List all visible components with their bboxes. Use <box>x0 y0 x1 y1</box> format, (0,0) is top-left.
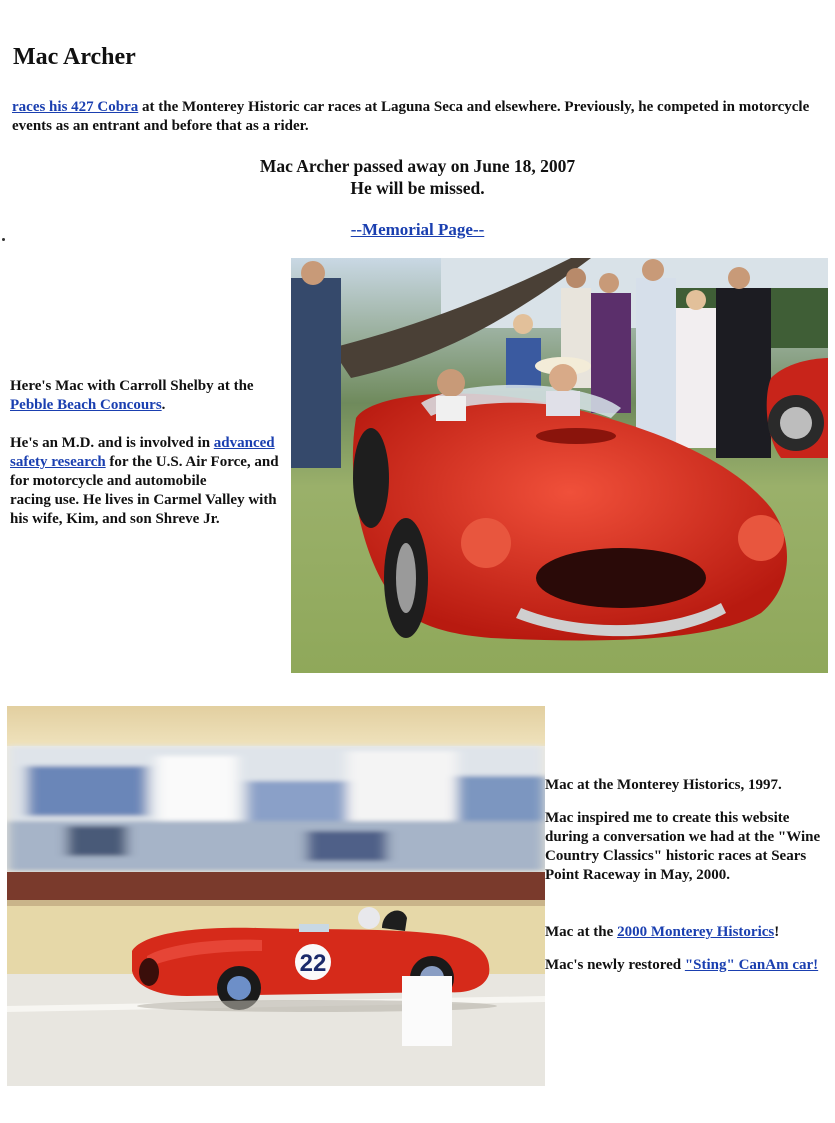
caption-racing-p2: Mac inspired me to create this website during a conversation we had at the "Wine Country Classics" historic races at Sears Point Raceway in May, 2000. <box>545 810 821 883</box>
photo-shelby-cobra <box>291 258 828 673</box>
caption-racing-p4 <box>545 956 835 975</box>
cobra-races-link[interactable]: races his 427 Cobra <box>12 99 139 115</box>
caption-sting-text: Mac's newly restored <box>545 957 685 973</box>
caption-racing-p3 <box>545 923 835 942</box>
memorial-link-container <box>0 220 835 240</box>
memorial-page-link[interactable]: --Memorial Page-- <box>350 220 485 239</box>
memorial-notice <box>0 155 835 199</box>
caption-carmel-text: racing use. He lives in Carmel Valley with his wife, Kim, and son Shreve Jr. <box>10 492 277 527</box>
caption-shelby-p1 <box>10 377 295 415</box>
memorial-line-2: He will be missed. <box>350 178 485 198</box>
caption-shelby-text: Here's Mac with Carroll Shelby at the <box>10 378 254 394</box>
page-title: Mac Archer <box>13 44 136 70</box>
memorial-line-1: Mac Archer passed away on June 18, 2007 <box>259 156 576 176</box>
photo-cobra-racing-icon <box>7 706 545 1086</box>
caption-airforce-text: for the U.S. Air Force, and for motorcycle and automobile <box>10 454 279 489</box>
caption-2000-end: ! <box>774 924 780 940</box>
safety-research-link[interactable]: advanced safety research <box>10 435 275 470</box>
caption-shelby-p2 <box>10 434 295 529</box>
caption-md-text: He's an M.D. and is involved in <box>10 435 214 451</box>
caption-racing <box>545 776 835 989</box>
caption-shelby-end: . <box>161 397 166 413</box>
caption-2000-text: Mac at the <box>545 924 618 940</box>
car-number: 22 <box>299 950 327 977</box>
caption-shelby <box>10 377 295 548</box>
caption-racing-p1: Mac at the Monterey Historics, 1997. <box>545 777 782 793</box>
photo-racing-cobra <box>7 706 545 1086</box>
intro-paragraph <box>12 98 832 136</box>
photo-cobra-with-shelby-icon <box>291 258 828 673</box>
sting-canam-link[interactable]: "Sting" CanAm car! <box>684 957 819 973</box>
monterey-historics-2000-link[interactable]: 2000 Monterey Historics <box>617 924 775 940</box>
pebble-beach-link[interactable]: Pebble Beach Concours <box>10 397 162 413</box>
stray-dot <box>2 238 5 241</box>
intro-text: at the Monterey Historic car races at Laguna Seca and elsewhere. Previously, he competed in motorcycle events as an entrant and before that as a rider. <box>12 99 810 134</box>
